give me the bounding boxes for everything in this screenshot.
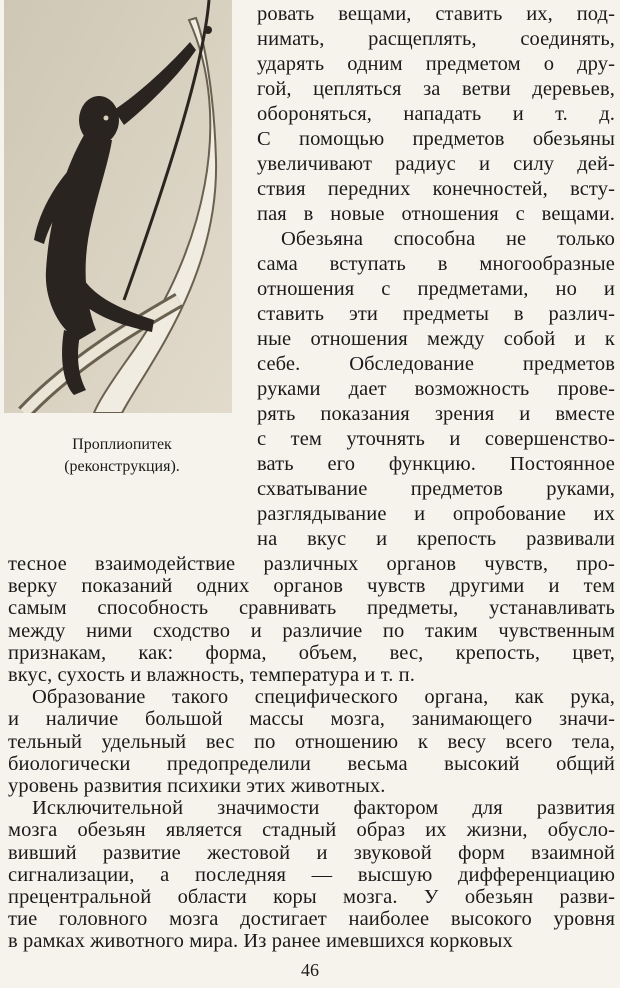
caption-line: (реконструкция). bbox=[64, 458, 180, 475]
text-line: ствия передних конечностей, всту- bbox=[257, 178, 615, 200]
illustration-propliopithecus bbox=[4, 0, 232, 413]
text-line: пая в новые отношения с вещами. bbox=[257, 203, 615, 225]
page-number: 46 bbox=[301, 960, 319, 980]
text-line: прецентральной области коры мозга. У обезьян разви- bbox=[8, 886, 615, 908]
text-line: разглядывание и опробование их bbox=[257, 503, 615, 525]
text-line: ударять одним предметом о дру- bbox=[257, 53, 615, 75]
text-line: тие головного мозга достигает наиболее высокого уровня bbox=[8, 908, 615, 931]
text-line: признакам, как: форма, объем, вес, крепость, цвет, bbox=[8, 641, 615, 664]
caption-line: Проплиопитек bbox=[72, 436, 172, 453]
text-line: обороняться, нападать и т. д. bbox=[257, 103, 615, 125]
text-line: на вкус и крепость развивали bbox=[257, 528, 615, 550]
text-line: нимать, расщеплять, соединять, bbox=[257, 28, 615, 50]
text-line: уровень развития психики этих животных. bbox=[8, 775, 386, 797]
text-line: сигнализации, а последняя — высшую дифференциацию bbox=[8, 863, 615, 886]
text-line: отношения с предметами, но и bbox=[257, 278, 615, 300]
text-line: Обезьяна способна не только bbox=[281, 228, 615, 250]
text-line: тельный удельный вес по отношению к весу всего тела, bbox=[8, 730, 615, 753]
text-line: ровать вещами, ставить их, под- bbox=[257, 3, 615, 25]
text-line: ные отношения между собой и к bbox=[257, 328, 615, 350]
text-line: в рамках животного мира. Из ранее имевшихся корковых bbox=[8, 930, 513, 953]
text-line: вивший развитие жестовой и звуковой форм взаимной bbox=[8, 841, 615, 864]
text-line: рять показания зрения и вместе bbox=[257, 403, 615, 425]
text-line: мозга обезьян является стадный образ их жизни, обусло- bbox=[8, 819, 615, 842]
text-line: увеличивают радиус и силу дей- bbox=[257, 153, 615, 175]
text-line: между ними сходство и различие по таким чувственным bbox=[8, 619, 615, 642]
text-line: самым способность сравнивать предметы, устанавливать bbox=[8, 597, 615, 620]
text-line: ставить эти предметы в различ- bbox=[257, 303, 615, 325]
text-line: схватывание предметов руками, bbox=[257, 478, 615, 500]
text-line: вкус, сухость и влажность, температура и т. п. bbox=[8, 664, 415, 686]
text-line: и наличие большой массы мозга, занимающего значи- bbox=[8, 708, 615, 731]
text-line: сама вступать в многообразные bbox=[257, 253, 615, 275]
text-line: С помощью предметов обезьяны bbox=[257, 128, 615, 150]
text-line: себе. Обследование предметов bbox=[257, 353, 615, 375]
text-line: гой, цепляться за ветви деревьев, bbox=[257, 78, 615, 100]
figure-caption bbox=[4, 434, 240, 478]
text-line: с тем уточнять и совершенство- bbox=[257, 428, 615, 450]
text-line: тесное взаимодействие различных органов чувств, про- bbox=[8, 553, 615, 575]
text-line: верку показаний одних органов чувств другими и тем bbox=[8, 575, 615, 598]
text-line: биологически предопределили весьма высокий общий bbox=[8, 752, 615, 775]
text-line: Образование такого специфического органа, как рука, bbox=[32, 686, 615, 709]
text-line: вать его функцию. Постоянное bbox=[257, 453, 615, 475]
text-line: Исключительной значимости фактором для развития bbox=[32, 797, 615, 820]
text-line: руками дает возможность прове- bbox=[257, 378, 615, 400]
